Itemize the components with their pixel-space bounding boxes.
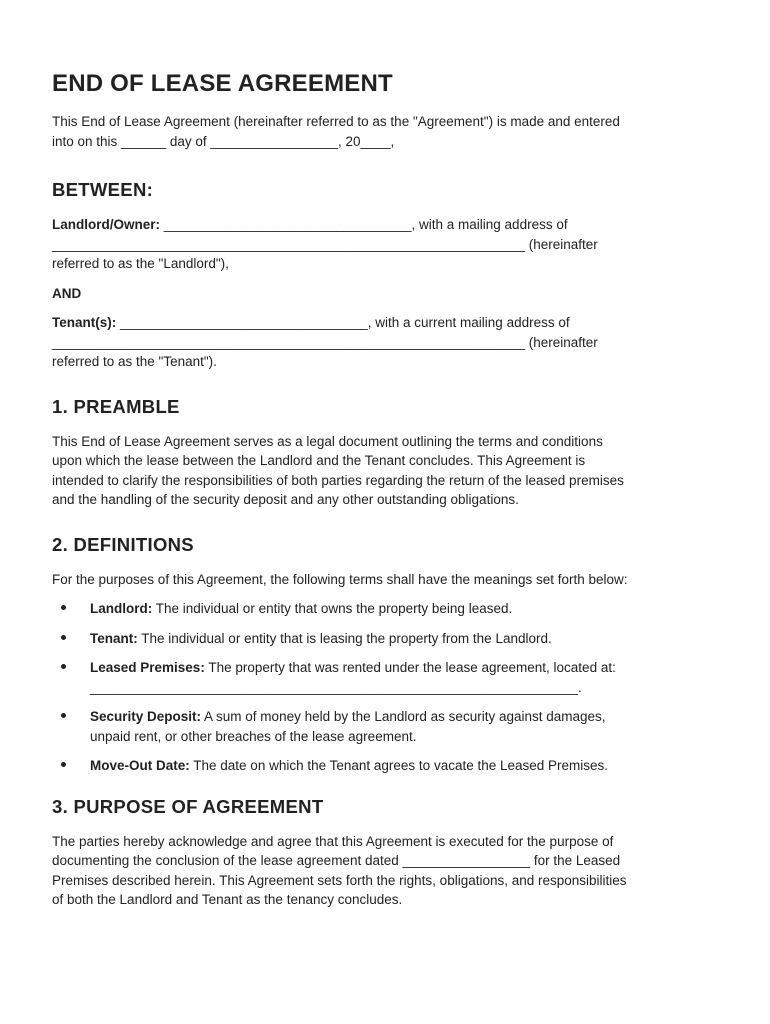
preamble-line: intended to clarify the responsibilities of both parties regarding the return of the leased premises — [52, 472, 624, 488]
landlord-line-1: _________________________________, with a mailing address of — [160, 217, 568, 232]
purpose-line: documenting the conclusion of the lease agreement dated _________________ for the Leased — [52, 853, 621, 868]
purpose-line: Premises described herein. This Agreement sets forth the rights, obligations, and responsibilities — [52, 872, 627, 888]
intro-line-2: into on this ______ day of _________________, 20____, — [52, 133, 395, 149]
definitions-intro: For the purposes of this Agreement, the following terms shall have the meanings set forth below: — [52, 571, 628, 587]
intro-paragraph — [52, 112, 720, 151]
tenant-label: Tenant(s): — [52, 315, 117, 330]
definition-term: Landlord: — [90, 601, 153, 616]
definition-item-leased-premises — [52, 658, 720, 697]
definition-text: The individual or entity that owns the property being leased. — [152, 601, 513, 616]
preamble-line: and the handling of the security deposit and any other outstanding obligations. — [52, 492, 519, 507]
purpose-line: of both the Landlord and Tenant as the tenancy concludes. — [52, 892, 403, 907]
definitions-heading: 2. DEFINITIONS — [52, 533, 194, 555]
purpose-line: The parties hereby acknowledge and agree that this Agreement is executed for the purpose of — [52, 833, 614, 849]
definition-text: The date on which the Tenant agrees to vacate the Leased Premises. — [189, 758, 609, 773]
definition-item-landlord — [52, 599, 720, 619]
definition-term: Leased Premises: — [90, 660, 205, 675]
definition-item-move-out-date — [52, 756, 720, 776]
bullet-icon — [61, 635, 66, 640]
landlord-line-3: referred to as the "Landlord"), — [52, 256, 229, 271]
definition-text: The individual or entity that is leasing the property from the Landlord. — [137, 630, 552, 646]
bullet-icon — [61, 713, 66, 718]
definition-text-line-2: unpaid rent, or other breaches of the lease agreement. — [90, 728, 417, 744]
landlord-line-2: _______________________________________________________________ (hereinafter — [52, 236, 598, 252]
definitions-list — [52, 599, 720, 776]
intro-line-1: This End of Lease Agreement (hereinafter referred to as the "Agreement") is made and entered — [52, 114, 620, 129]
purpose-paragraph — [52, 832, 720, 910]
tenant-line-1: _________________________________, with a current mailing address of — [116, 315, 570, 330]
preamble-heading: 1. PREAMBLE — [52, 395, 180, 417]
bullet-icon — [61, 664, 66, 669]
tenant-line-2: _______________________________________________________________ (hereinafter — [52, 334, 598, 350]
preamble-line: This End of Lease Agreement serves as a legal document outlining the terms and conditions — [52, 433, 603, 449]
and-label: AND — [52, 285, 82, 301]
bullet-icon — [61, 762, 66, 767]
definition-text: A sum of money held by the Landlord as security against damages, — [201, 709, 606, 724]
tenant-paragraph — [52, 313, 720, 372]
landlord-label: Landlord/Owner: — [52, 217, 160, 232]
document-title: END OF LEASE AGREEMENT — [52, 70, 393, 97]
between-heading: BETWEEN: — [52, 179, 154, 200]
definition-text-line-2: _________________________________________________________________. — [90, 679, 582, 695]
landlord-paragraph — [52, 215, 720, 274]
preamble-line: upon which the lease between the Landlord and the Tenant concludes. This Agreement is — [52, 453, 586, 468]
definition-term: Move-Out Date: — [90, 758, 190, 773]
bullet-icon — [61, 605, 66, 610]
definition-text: The property that was rented under the lease agreement, located at: — [204, 660, 616, 675]
purpose-heading: 3. PURPOSE OF AGREEMENT — [52, 795, 324, 817]
tenant-line-3: referred to as the "Tenant"). — [52, 354, 217, 369]
definition-term: Tenant: — [90, 630, 138, 646]
definition-term: Security Deposit: — [90, 709, 202, 724]
preamble-paragraph — [52, 432, 720, 510]
definition-item-tenant — [52, 629, 720, 649]
definition-item-security-deposit — [52, 707, 720, 746]
